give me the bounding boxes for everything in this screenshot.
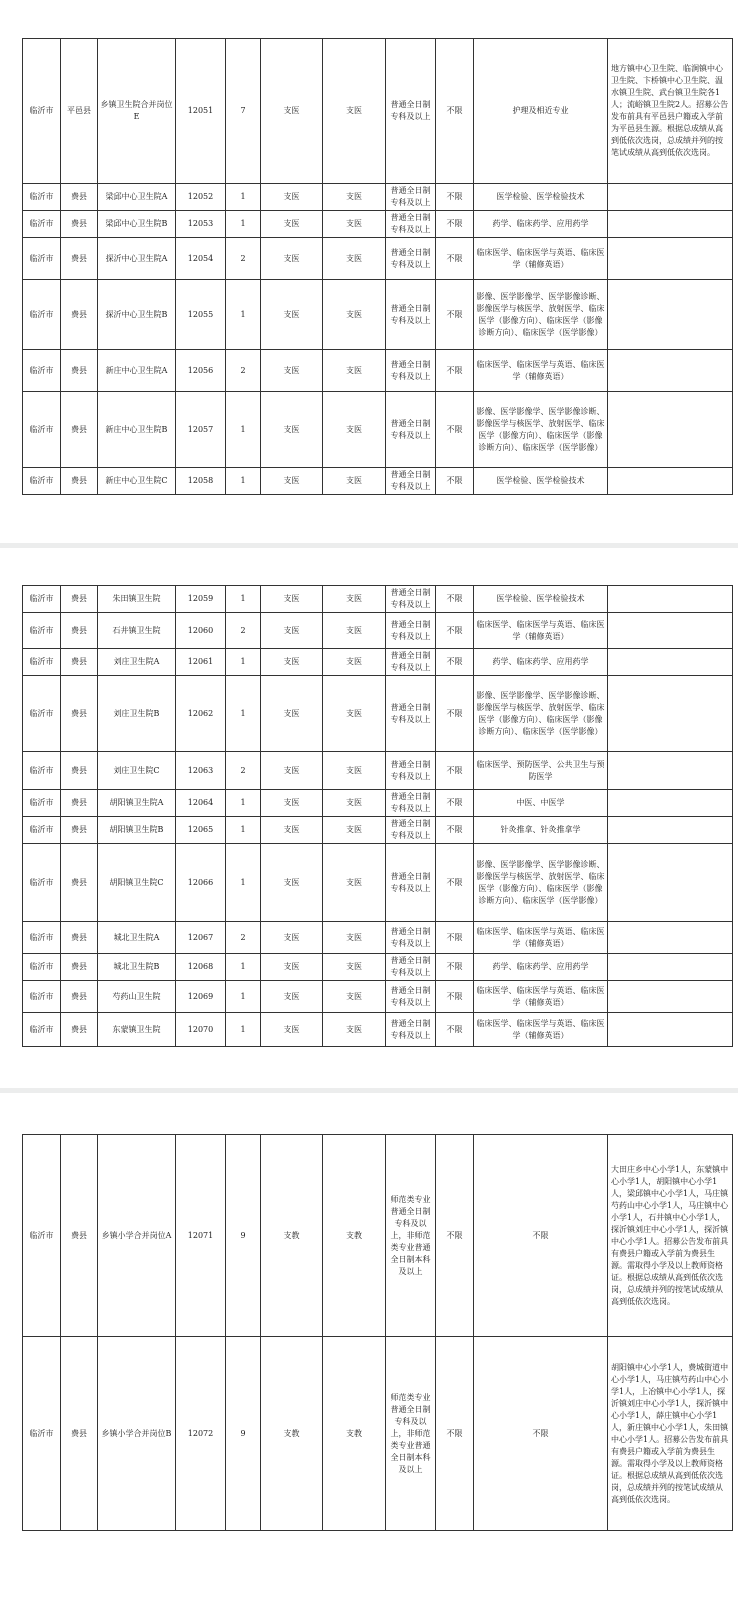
cell-num: 1 <box>226 817 261 844</box>
positions-table-3 <box>22 1134 733 1531</box>
cell-unit: 城北卫生院B <box>98 954 176 981</box>
table-row <box>23 981 733 1013</box>
cell-num: 2 <box>226 613 261 649</box>
cell-county: 费县 <box>61 922 98 954</box>
cell-county: 费县 <box>61 649 98 676</box>
cell-unit: 胡阳镇卫生院B <box>98 817 176 844</box>
cell-unit: 芍药山卫生院 <box>98 981 176 1013</box>
cell-county: 费县 <box>61 238 98 280</box>
cell-county: 费县 <box>61 392 98 468</box>
cell-num: 1 <box>226 184 261 211</box>
cell-code: 12054 <box>176 238 226 280</box>
cell-post: 支医 <box>323 238 386 280</box>
cell-city: 临沂市 <box>23 817 61 844</box>
cell-unit: 新庄中心卫生院B <box>98 392 176 468</box>
cell-type: 支医 <box>261 468 323 495</box>
cell-city: 临沂市 <box>23 184 61 211</box>
cell-note <box>608 922 733 954</box>
cell-post: 支医 <box>323 790 386 817</box>
cell-post: 支医 <box>323 350 386 392</box>
cell-type: 支医 <box>261 613 323 649</box>
cell-code: 12069 <box>176 981 226 1013</box>
cell-unlimited: 不限 <box>436 752 474 790</box>
cell-post: 支医 <box>323 39 386 184</box>
cell-edu: 普通全日制专科及以上 <box>386 752 436 790</box>
cell-note <box>608 350 733 392</box>
cell-county: 费县 <box>61 1013 98 1047</box>
cell-type: 支医 <box>261 790 323 817</box>
table-row <box>23 790 733 817</box>
cell-unlimited: 不限 <box>436 1135 474 1337</box>
cell-note <box>608 676 733 752</box>
cell-num: 2 <box>226 752 261 790</box>
cell-code: 12064 <box>176 790 226 817</box>
cell-code: 12057 <box>176 392 226 468</box>
table-row <box>23 954 733 981</box>
cell-county: 费县 <box>61 613 98 649</box>
cell-note <box>608 844 733 922</box>
cell-code: 12055 <box>176 280 226 350</box>
cell-num: 1 <box>226 844 261 922</box>
cell-city: 临沂市 <box>23 1135 61 1337</box>
cell-city: 临沂市 <box>23 649 61 676</box>
cell-num: 1 <box>226 586 261 613</box>
cell-major: 临床医学、临床医学与英语、临床医学（辅修英语） <box>474 981 608 1013</box>
cell-num: 2 <box>226 922 261 954</box>
cell-county: 费县 <box>61 184 98 211</box>
cell-major: 医学检验、医学检验技术 <box>474 586 608 613</box>
cell-unit: 新庄中心卫生院C <box>98 468 176 495</box>
cell-major: 影像、医学影像学、医学影像诊断、影像医学与核医学、放射医学、临床医学（影像方向）、临床医学（影像诊断方向）、临床医学（医学影像） <box>474 392 608 468</box>
table-row <box>23 1337 733 1531</box>
cell-unit: 刘庄卫生院C <box>98 752 176 790</box>
cell-edu: 普通全日制专科及以上 <box>386 184 436 211</box>
cell-post: 支医 <box>323 586 386 613</box>
cell-unlimited: 不限 <box>436 817 474 844</box>
cell-note <box>608 280 733 350</box>
cell-type: 支医 <box>261 586 323 613</box>
cell-edu: 普通全日制专科及以上 <box>386 613 436 649</box>
cell-city: 临沂市 <box>23 350 61 392</box>
cell-edu: 普通全日制专科及以上 <box>386 649 436 676</box>
cell-unlimited: 不限 <box>436 392 474 468</box>
table-row <box>23 280 733 350</box>
cell-unit: 新庄中心卫生院A <box>98 350 176 392</box>
cell-unit: 乡镇小学合并岗位A <box>98 1135 176 1337</box>
cell-code: 12062 <box>176 676 226 752</box>
cell-type: 支医 <box>261 817 323 844</box>
cell-unit: 探沂中心卫生院A <box>98 238 176 280</box>
cell-major: 不限 <box>474 1337 608 1531</box>
cell-unlimited: 不限 <box>436 39 474 184</box>
cell-major: 不限 <box>474 1135 608 1337</box>
cell-city: 临沂市 <box>23 844 61 922</box>
cell-edu: 普通全日制专科及以上 <box>386 392 436 468</box>
table-row <box>23 184 733 211</box>
cell-post: 支教 <box>323 1337 386 1531</box>
cell-edu: 普通全日制专科及以上 <box>386 280 436 350</box>
cell-city: 临沂市 <box>23 752 61 790</box>
cell-unlimited: 不限 <box>436 184 474 211</box>
cell-major: 临床医学、临床医学与英语、临床医学（辅修英语） <box>474 350 608 392</box>
cell-note <box>608 184 733 211</box>
page-divider <box>0 543 738 548</box>
cell-unit: 探沂中心卫生院B <box>98 280 176 350</box>
cell-post: 支医 <box>323 817 386 844</box>
cell-type: 支医 <box>261 39 323 184</box>
cell-code: 12071 <box>176 1135 226 1337</box>
cell-city: 临沂市 <box>23 280 61 350</box>
cell-unit: 乡镇小学合并岗位B <box>98 1337 176 1531</box>
table-row <box>23 211 733 238</box>
cell-num: 1 <box>226 468 261 495</box>
cell-code: 12052 <box>176 184 226 211</box>
table-page-2 <box>22 585 732 1047</box>
cell-note <box>608 211 733 238</box>
cell-code: 12068 <box>176 954 226 981</box>
cell-unit: 乡镇卫生院合并岗位E <box>98 39 176 184</box>
page-divider <box>0 1088 738 1093</box>
cell-major: 医学检验、医学检验技术 <box>474 468 608 495</box>
cell-note <box>608 790 733 817</box>
cell-type: 支医 <box>261 350 323 392</box>
cell-city: 临沂市 <box>23 238 61 280</box>
cell-edu: 师范类专业普通全日制专科及以上，非师范类专业普通全日制本科及以上 <box>386 1135 436 1337</box>
cell-note: 大田庄乡中心小学1人，东蒙镇中心小学1人，胡阳镇中心小学1人，梁邱镇中心小学1人，马庄镇芍药山中心小学1人，马庄镇中心小学1人，石井镇中心小学1人，探沂镇刘庄中心小学1人，探沂镇中心小学1人。招募公告发布前具有费县户籍或入学前为费县生源。需取得小学及以上教师资格证。根据总成绩从高到低依次选岗，总成绩并列的按笔试成绩从高到低依次选岗。 <box>608 1135 733 1337</box>
cell-type: 支医 <box>261 649 323 676</box>
cell-post: 支医 <box>323 954 386 981</box>
cell-post: 支医 <box>323 613 386 649</box>
cell-unlimited: 不限 <box>436 981 474 1013</box>
cell-type: 支医 <box>261 981 323 1013</box>
cell-edu: 普通全日制专科及以上 <box>386 981 436 1013</box>
table-row <box>23 586 733 613</box>
cell-county: 平邑县 <box>61 39 98 184</box>
cell-type: 支教 <box>261 1135 323 1337</box>
cell-county: 费县 <box>61 468 98 495</box>
cell-city: 临沂市 <box>23 676 61 752</box>
cell-post: 支医 <box>323 676 386 752</box>
cell-type: 支医 <box>261 184 323 211</box>
table-page-3 <box>22 1134 732 1531</box>
cell-note: 胡阳镇中心小学1人，费城街道中心小学1人，马庄镇芍药山中心小学1人，上冶镇中心小学1人，探沂镇刘庄中心小学1人，探沂镇中心小学1人，薛庄镇中心小学1人，新庄镇中心小学1人，朱田镇中心小学1人。招募公告发布前具有费县户籍或入学前为费县生源。需取得小学及以上教师资格证。根据总成绩从高到低依次选岗，总成绩并列的按笔试成绩从高到低依次选岗。 <box>608 1337 733 1531</box>
cell-code: 12056 <box>176 350 226 392</box>
cell-major: 影像、医学影像学、医学影像诊断、影像医学与核医学、放射医学、临床医学（影像方向）、临床医学（影像诊断方向）、临床医学（医学影像） <box>474 280 608 350</box>
cell-city: 临沂市 <box>23 922 61 954</box>
cell-code: 12067 <box>176 922 226 954</box>
cell-post: 支医 <box>323 184 386 211</box>
cell-unlimited: 不限 <box>436 468 474 495</box>
cell-unlimited: 不限 <box>436 1337 474 1531</box>
cell-major: 药学、临床药学、应用药学 <box>474 954 608 981</box>
cell-city: 临沂市 <box>23 613 61 649</box>
cell-edu: 普通全日制专科及以上 <box>386 817 436 844</box>
cell-code: 12066 <box>176 844 226 922</box>
cell-major: 临床医学、临床医学与英语、临床医学（辅修英语） <box>474 922 608 954</box>
cell-note <box>608 238 733 280</box>
cell-num: 1 <box>226 790 261 817</box>
cell-unit: 刘庄卫生院B <box>98 676 176 752</box>
cell-code: 12063 <box>176 752 226 790</box>
cell-unlimited: 不限 <box>436 238 474 280</box>
cell-city: 临沂市 <box>23 392 61 468</box>
cell-edu: 普通全日制专科及以上 <box>386 954 436 981</box>
cell-unlimited: 不限 <box>436 676 474 752</box>
table-row <box>23 922 733 954</box>
table-page-1 <box>22 38 732 495</box>
cell-code: 12065 <box>176 817 226 844</box>
cell-note <box>608 1013 733 1047</box>
cell-num: 9 <box>226 1337 261 1531</box>
positions-table-1 <box>22 38 733 495</box>
cell-major: 护理及相近专业 <box>474 39 608 184</box>
cell-type: 支医 <box>261 392 323 468</box>
cell-city: 临沂市 <box>23 1337 61 1531</box>
cell-major: 影像、医学影像学、医学影像诊断、影像医学与核医学、放射医学、临床医学（影像方向）、临床医学（影像诊断方向）、临床医学（医学影像） <box>474 676 608 752</box>
cell-county: 费县 <box>61 1337 98 1531</box>
table-row <box>23 613 733 649</box>
cell-county: 费县 <box>61 981 98 1013</box>
cell-edu: 普通全日制专科及以上 <box>386 586 436 613</box>
cell-post: 支医 <box>323 211 386 238</box>
cell-major: 药学、临床药学、应用药学 <box>474 211 608 238</box>
cell-unit: 梁邱中心卫生院B <box>98 211 176 238</box>
cell-edu: 普通全日制专科及以上 <box>386 238 436 280</box>
cell-unit: 梁邱中心卫生院A <box>98 184 176 211</box>
cell-edu: 师范类专业普通全日制专科及以上，非师范类专业普通全日制本科及以上 <box>386 1337 436 1531</box>
cell-unit: 城北卫生院A <box>98 922 176 954</box>
cell-note <box>608 752 733 790</box>
cell-unlimited: 不限 <box>436 586 474 613</box>
cell-unlimited: 不限 <box>436 1013 474 1047</box>
cell-unlimited: 不限 <box>436 790 474 817</box>
cell-note <box>608 468 733 495</box>
cell-unit: 东蒙镇卫生院 <box>98 1013 176 1047</box>
cell-edu: 普通全日制专科及以上 <box>386 211 436 238</box>
cell-unit: 石井镇卫生院 <box>98 613 176 649</box>
table-row <box>23 39 733 184</box>
cell-post: 支医 <box>323 922 386 954</box>
cell-code: 12053 <box>176 211 226 238</box>
cell-unit: 胡阳镇卫生院A <box>98 790 176 817</box>
cell-code: 12059 <box>176 586 226 613</box>
cell-edu: 普通全日制专科及以上 <box>386 676 436 752</box>
cell-post: 支医 <box>323 468 386 495</box>
cell-unlimited: 不限 <box>436 350 474 392</box>
cell-county: 费县 <box>61 752 98 790</box>
cell-post: 支教 <box>323 1135 386 1337</box>
cell-note <box>608 817 733 844</box>
cell-post: 支医 <box>323 752 386 790</box>
cell-major: 医学检验、医学检验技术 <box>474 184 608 211</box>
cell-post: 支医 <box>323 981 386 1013</box>
cell-type: 支医 <box>261 922 323 954</box>
cell-city: 临沂市 <box>23 954 61 981</box>
cell-unlimited: 不限 <box>436 649 474 676</box>
cell-major: 临床医学、预防医学、公共卫生与预防医学 <box>474 752 608 790</box>
cell-note <box>608 954 733 981</box>
cell-county: 费县 <box>61 586 98 613</box>
cell-code: 12061 <box>176 649 226 676</box>
cell-county: 费县 <box>61 676 98 752</box>
table-row <box>23 649 733 676</box>
cell-note <box>608 649 733 676</box>
cell-major: 影像、医学影像学、医学影像诊断、影像医学与核医学、放射医学、临床医学（影像方向）、临床医学（影像诊断方向）、临床医学（医学影像） <box>474 844 608 922</box>
cell-note: 地方镇中心卫生院、临涧镇中心卫生院、卞桥镇中心卫生院、温水镇卫生院、武台镇卫生院各1人；流峪镇卫生院2人。招募公告发布前具有平邑县户籍或入学前为平邑县生源。根据总成绩从高到低依次选岗，总成绩并列的按笔试成绩从高到低依次选岗。 <box>608 39 733 184</box>
cell-num: 2 <box>226 238 261 280</box>
table-row <box>23 844 733 922</box>
cell-edu: 普通全日制专科及以上 <box>386 1013 436 1047</box>
cell-note <box>608 586 733 613</box>
cell-num: 7 <box>226 39 261 184</box>
cell-unit: 朱田镇卫生院 <box>98 586 176 613</box>
cell-unit: 刘庄卫生院A <box>98 649 176 676</box>
cell-code: 12070 <box>176 1013 226 1047</box>
cell-code: 12060 <box>176 613 226 649</box>
cell-city: 临沂市 <box>23 1013 61 1047</box>
cell-type: 支医 <box>261 844 323 922</box>
cell-unlimited: 不限 <box>436 844 474 922</box>
cell-unlimited: 不限 <box>436 613 474 649</box>
cell-city: 临沂市 <box>23 211 61 238</box>
cell-edu: 普通全日制专科及以上 <box>386 39 436 184</box>
cell-num: 1 <box>226 676 261 752</box>
cell-city: 临沂市 <box>23 468 61 495</box>
cell-county: 费县 <box>61 844 98 922</box>
cell-city: 临沂市 <box>23 790 61 817</box>
cell-post: 支医 <box>323 392 386 468</box>
cell-note <box>608 613 733 649</box>
table-row <box>23 752 733 790</box>
cell-num: 1 <box>226 280 261 350</box>
cell-unit: 胡阳镇卫生院C <box>98 844 176 922</box>
cell-major: 中医、中医学 <box>474 790 608 817</box>
table-row <box>23 1135 733 1337</box>
cell-edu: 普通全日制专科及以上 <box>386 790 436 817</box>
cell-type: 支医 <box>261 1013 323 1047</box>
cell-note <box>608 392 733 468</box>
cell-major: 临床医学、临床医学与英语、临床医学（辅修英语） <box>474 238 608 280</box>
table-row <box>23 1013 733 1047</box>
cell-code: 12072 <box>176 1337 226 1531</box>
cell-city: 临沂市 <box>23 586 61 613</box>
cell-edu: 普通全日制专科及以上 <box>386 844 436 922</box>
cell-type: 支教 <box>261 1337 323 1531</box>
cell-edu: 普通全日制专科及以上 <box>386 350 436 392</box>
cell-county: 费县 <box>61 817 98 844</box>
cell-county: 费县 <box>61 350 98 392</box>
cell-city: 临沂市 <box>23 981 61 1013</box>
cell-edu: 普通全日制专科及以上 <box>386 922 436 954</box>
cell-type: 支医 <box>261 752 323 790</box>
cell-county: 费县 <box>61 211 98 238</box>
cell-num: 1 <box>226 392 261 468</box>
cell-num: 1 <box>226 1013 261 1047</box>
cell-code: 12058 <box>176 468 226 495</box>
cell-type: 支医 <box>261 211 323 238</box>
cell-county: 费县 <box>61 1135 98 1337</box>
cell-num: 1 <box>226 649 261 676</box>
cell-major: 临床医学、临床医学与英语、临床医学（辅修英语） <box>474 1013 608 1047</box>
cell-county: 费县 <box>61 954 98 981</box>
cell-unlimited: 不限 <box>436 954 474 981</box>
cell-unlimited: 不限 <box>436 211 474 238</box>
cell-post: 支医 <box>323 844 386 922</box>
cell-code: 12051 <box>176 39 226 184</box>
table-row <box>23 468 733 495</box>
cell-major: 临床医学、临床医学与英语、临床医学（辅修英语） <box>474 613 608 649</box>
cell-post: 支医 <box>323 1013 386 1047</box>
positions-table-2 <box>22 585 733 1047</box>
cell-num: 9 <box>226 1135 261 1337</box>
table-row <box>23 817 733 844</box>
cell-county: 费县 <box>61 280 98 350</box>
cell-unlimited: 不限 <box>436 922 474 954</box>
cell-num: 1 <box>226 211 261 238</box>
cell-edu: 普通全日制专科及以上 <box>386 468 436 495</box>
table-row <box>23 676 733 752</box>
cell-type: 支医 <box>261 954 323 981</box>
cell-major: 针灸推拿、针灸推拿学 <box>474 817 608 844</box>
cell-type: 支医 <box>261 238 323 280</box>
cell-unlimited: 不限 <box>436 280 474 350</box>
cell-num: 2 <box>226 350 261 392</box>
table-row <box>23 238 733 280</box>
cell-type: 支医 <box>261 280 323 350</box>
cell-county: 费县 <box>61 790 98 817</box>
table-row <box>23 350 733 392</box>
cell-num: 1 <box>226 981 261 1013</box>
cell-post: 支医 <box>323 280 386 350</box>
cell-type: 支医 <box>261 676 323 752</box>
table-row <box>23 392 733 468</box>
cell-post: 支医 <box>323 649 386 676</box>
cell-major: 药学、临床药学、应用药学 <box>474 649 608 676</box>
cell-note <box>608 981 733 1013</box>
cell-city: 临沂市 <box>23 39 61 184</box>
cell-num: 1 <box>226 954 261 981</box>
